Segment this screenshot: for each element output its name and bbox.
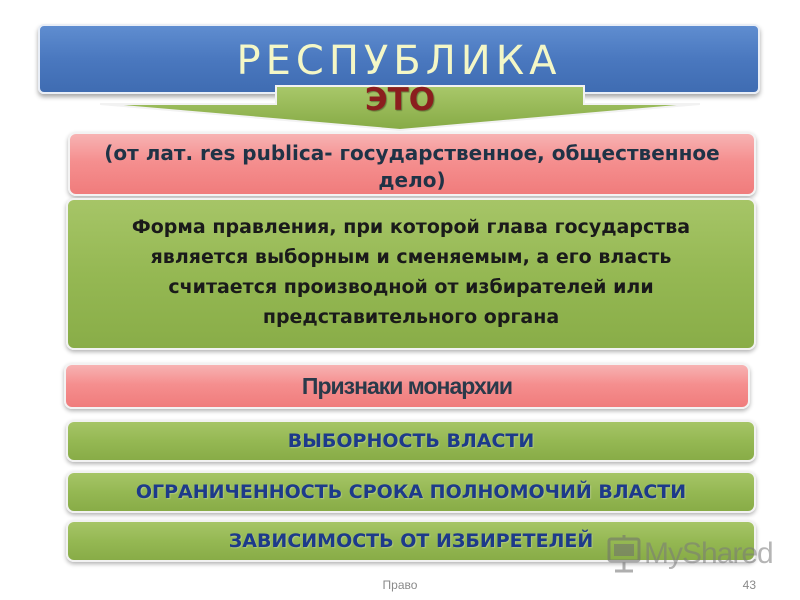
presentation-board-icon (606, 535, 642, 573)
definition-box (66, 198, 756, 350)
watermark (606, 534, 773, 574)
signs-heading: Признаки монархии (301, 373, 513, 399)
footer-label: Право (382, 578, 418, 592)
watermark-text: MyShared (644, 537, 773, 570)
signs-heading-box (64, 363, 750, 409)
feature-item (66, 471, 756, 513)
page-number: 43 (742, 578, 756, 592)
feature-label: ЗАВИСИМОСТЬ ОТ ИЗБИРЕТЕЛЕЙ (228, 530, 594, 552)
feature-label: ОГРАНИЧЕННОСТЬ СРОКА ПОЛНОМОЧИЙ ВЛАСТИ (135, 481, 687, 503)
origin-box (68, 132, 756, 196)
origin-text: (от лат. res publica- государственное, общественное дело) (104, 141, 720, 192)
slide-title: РЕСПУБЛИКА (236, 38, 562, 84)
feature-label: ВЫБОРНОСТЬ ВЛАСТИ (287, 430, 535, 452)
feature-item (66, 420, 756, 462)
connector-label: ЭТО (364, 82, 436, 118)
definition-text: Форма правления, при которой глава государства является выборным и сменяемым, а его власть считается производной от избирателей или представительного органа (131, 216, 691, 328)
